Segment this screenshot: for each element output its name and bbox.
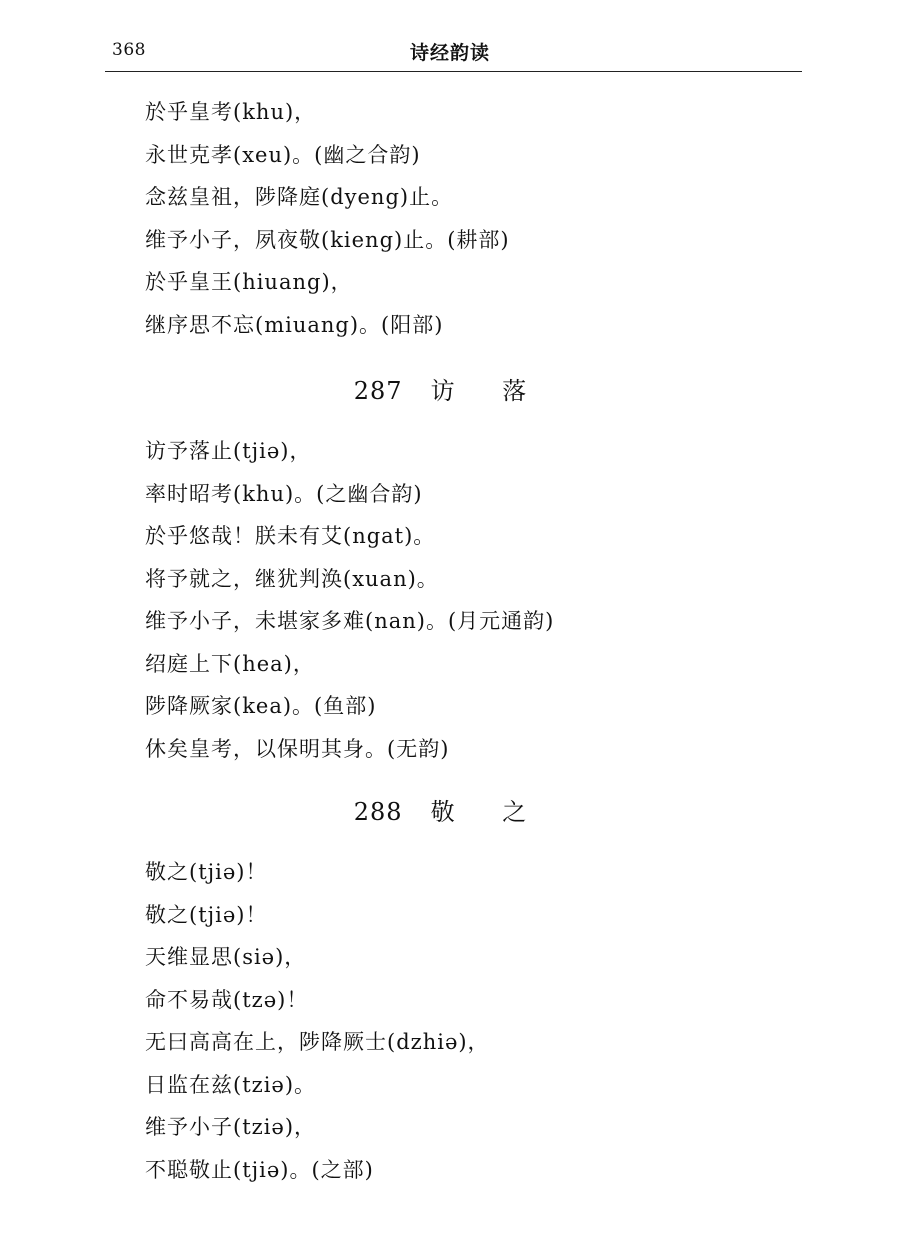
verse-line: 维予小子，夙夜敬(kieng)止。(耕部): [145, 227, 510, 252]
verse-line: 敬之(tjiə)！: [145, 902, 268, 927]
verse-line: 永世克孝(xeu)。(幽之合韵): [145, 142, 421, 167]
poem-287: [145, 430, 554, 770]
verse-line: 休矣皇考，以保明其身。(无韵): [145, 736, 450, 761]
section-number: 287: [353, 377, 403, 405]
verse-line: 将予就之，继犹判涣(xuan)。: [145, 566, 439, 591]
section-number: 288: [353, 798, 403, 826]
verse-line: 命不易哉(tzə)！: [145, 987, 309, 1012]
verse-line: 日监在兹(tziə)。: [145, 1072, 317, 1097]
verse-line: 维予小子，未堪家多难(nan)。(月元通韵): [145, 609, 555, 633]
section-title-288: [0, 792, 900, 827]
section-name: 敬 之: [430, 798, 547, 826]
running-head: 诗经韵读: [409, 42, 490, 64]
verse-line: 不聪敬止(tjiə)。(之部): [145, 1157, 374, 1182]
verse-line: 於乎皇王(hiuang)，: [145, 270, 353, 294]
verse-line: 敬之(tjiə)！: [145, 860, 268, 884]
verse-line: 率时昭考(khu)。(之幽合韵): [145, 481, 423, 506]
verse-line: 天维显思(siə)，: [145, 945, 307, 969]
header-rule: [105, 71, 802, 72]
poem-288: [145, 851, 490, 1191]
verse-line: 陟降厥家(kea)。(鱼部): [145, 694, 377, 718]
page-number: 368: [112, 40, 146, 60]
verse-line: 於乎皇考(khu)，: [145, 100, 317, 124]
section-title-287: [0, 371, 900, 406]
verse-line: 绍庭上下(hea)，: [145, 651, 315, 676]
verse-line: 念兹皇祖，陟降庭(dyeng)止。: [145, 185, 454, 209]
verse-line: 无曰高高在上，陟降厥士(dzhiə)，: [145, 1030, 490, 1054]
verse-line: 维予小子(tziə)，: [145, 1115, 317, 1139]
poem-continuation: [145, 91, 510, 346]
verse-line: 访予落止(tjiə)，: [145, 439, 312, 463]
section-name: 访 落: [430, 377, 547, 405]
verse-line: 继序思不忘(miuang)。(阳部): [145, 312, 444, 337]
verse-line: 於乎悠哉！朕未有艾(ngat)。: [145, 524, 436, 548]
